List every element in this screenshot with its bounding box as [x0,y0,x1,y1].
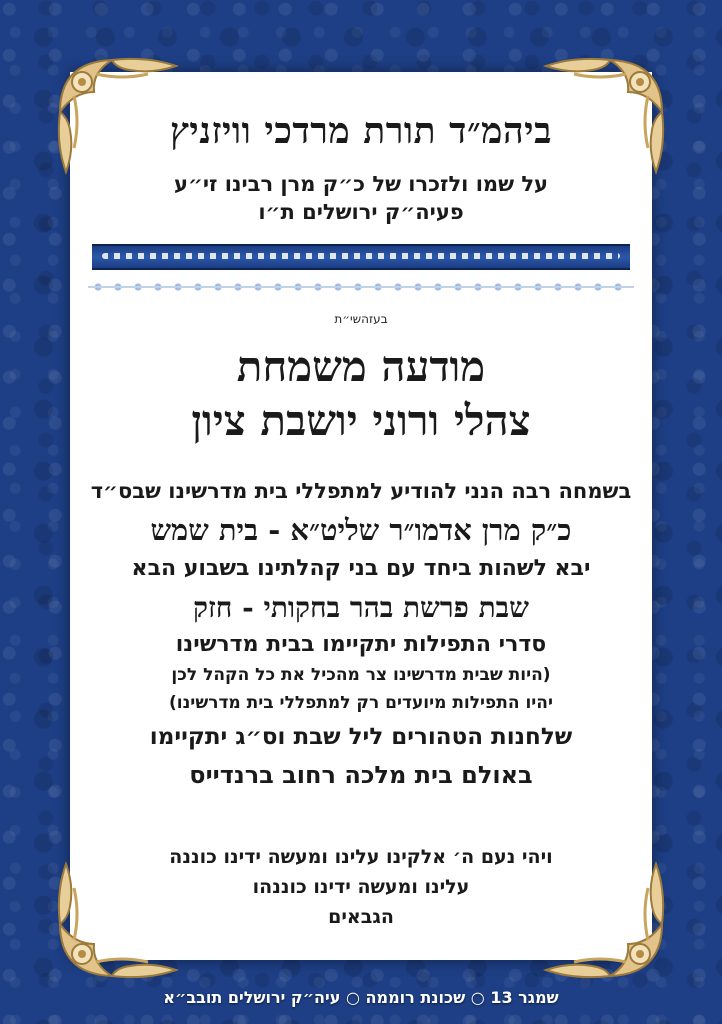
dedication-line-2: פעיה״ק ירושלים ת״ו [258,200,464,224]
body-line-4: שבת פרשת בהר בחקותי - חזק [193,591,529,624]
corner-ornament-top-right-icon [540,52,670,177]
corner-ornament-bottom-left-icon [52,859,182,984]
dedication-subtitle [70,170,652,226]
signature: הגבאים [328,906,394,928]
body-line-5: סדרי התפילות יתקיימו בבית מדרשינו [175,632,547,657]
footer-address: שמגר 13 ○ שכונת רוממה ○ עיה״ק ירושלים תובב״א [163,988,559,1007]
closing-line-1: ויהי נעם ה׳ אלקינו עלינו ומעשה ידינו כוננה [169,846,553,868]
ornament-divider [88,280,634,294]
body-line-1: בשמחה רבה הנני להודיע למתפללי בית מדרשינו שבס״ד [90,479,632,503]
corner-ornament-bottom-right-icon [540,859,670,984]
body-line-3: יבא לשהות ביחד עם בני קהלתינו בשבוע הבא [131,556,591,581]
body-line-7: יהיו התפילות מיועדים רק למתפללי בית מדרשינו) [169,693,553,713]
corner-ornament-top-left-icon [52,52,182,177]
synagogue-title: ביהמ״ד תורת מרדכי וויזניץ [170,110,552,152]
bsd-mark: בעזהשי״ת [334,312,388,326]
body-line-8: שלחנות הטהורים ליל שבת וס״ג יתקיימו [149,724,573,750]
headline-line-1: מודעה משמחת [236,342,486,391]
announcement-paper [70,72,652,960]
headline-line-2: צהלי ורוני יושבת ציון [191,396,531,445]
dedication-line-1: על שמו ולזכרו של כ״ק מרן רבינו זי״ע [173,172,549,196]
decorative-band [92,244,630,270]
announcement-body [70,472,652,794]
closing-line-2: עלינו ומעשה ידינו כוננהו [252,876,470,898]
body-line-9: באולם בית מלכה רחוב ברנדייס [189,761,533,789]
body-line-6: (היות שבית מדרשינו צר מהכיל את כל הקהל לכן [171,665,551,685]
body-line-2: כ״ק מרן אדמו״ר שליט״א - בית שמש [150,513,572,547]
headline [70,340,652,448]
